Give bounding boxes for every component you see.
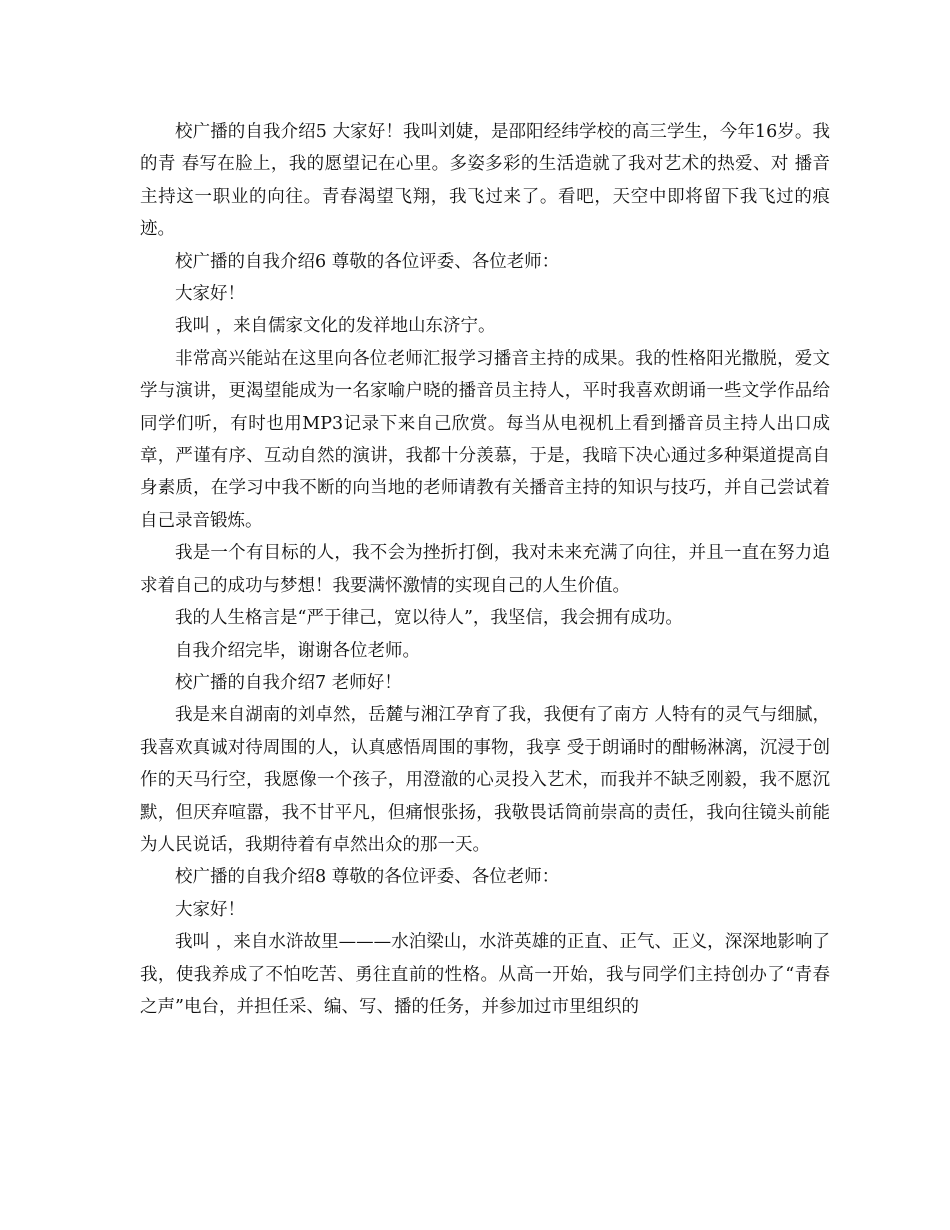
paragraph-body-6a: 非常高兴能站在这里向各位老师汇报学习播音主持的成果。我的性格阳光撒脱，爱文学与演讲，更渴望能成为一名家喻户晓的播音员主持人，平时我喜欢朗诵一些文学作品给同学们听，有时也用MP3记录下来自己欣赏。每当从电视机上看到播音员主持人出口成章，严谨有序、互动自然的演讲，我都十分羡慕，于是，我暗下决心通过多种渠道提高自身素质，在学习中我不断的向当地的老师请教有关播音主持的知识与技巧，并自己尝试着自己录音锻炼。 xyxy=(140,348,830,531)
paragraph-heading-8: 校广播的自我介绍8 尊敬的各位评委、各位老师： xyxy=(175,867,560,888)
paragraph-intro-5: 校广播的自我介绍5 大家好！我叫刘婕，是邵阳经纬学校的高三学生，今年16岁。我的青 春写在脸上，我的愿望记在心里。多姿多彩的生活造就了我对艺术的热爱、对 播音主持这一职业的向往。青春渴望飞翔，我飞过来了。看吧，天空中即将留下我飞过的痕迹。 xyxy=(140,122,830,240)
paragraph-body-6b: 我是一个有目标的人，我不会为挫折打倒，我对未来充满了向往，并且一直在努力追求着自己的成功与梦想！我要满怀激情的实现自己的人生价值。 xyxy=(140,543,830,596)
paragraph-name-6: 我叫 ，来自儒家文化的发祥地山东济宁。 xyxy=(175,316,496,337)
paragraph-greeting-6: 大家好！ xyxy=(175,284,245,305)
document-body xyxy=(140,116,830,1023)
paragraph-motto-6: 我的人生格言是“严于律己，宽以待人”，我坚信，我会拥有成功。 xyxy=(175,608,683,629)
paragraph-body-8: 我叫 ，来自水浒故里———水泊梁山，水浒英雄的正直、正气、正义，深深地影响了我，使我养成了不怕吃苦、勇往直前的性格。从高一开始，我与同学们主持创办了“青春之声”电台，并担任采、编、写、播的任务，并参加过市里组织的 xyxy=(140,932,830,1017)
paragraph-greeting-8: 大家好！ xyxy=(175,899,245,920)
paragraph-heading-6: 校广播的自我介绍6 尊敬的各位评委、各位老师： xyxy=(175,251,560,272)
paragraph-closing-6: 自我介绍完毕，谢谢各位老师。 xyxy=(175,640,420,661)
paragraph-body-7: 我是来自湖南的刘卓然，岳麓与湘江孕育了我，我便有了南方 人特有的灵气与细腻，我喜欢真诚对待周围的人，认真感悟周围的事物，我享 受于朗诵时的酣畅淋漓，沉浸于创作的天马行空，我愿像一个孩子，用澄澈的心灵投入艺术，而我并不缺乏刚毅，我不愿沉默，但厌弃喧嚣，我不甘平凡，但痛恨张扬，我敬畏话筒前崇高的责任，我向往镜头前能为人民说话，我期待着有卓然出众的那一天。 xyxy=(140,705,830,855)
paragraph-heading-7: 校广播的自我介绍7 老师好！ xyxy=(175,672,402,693)
